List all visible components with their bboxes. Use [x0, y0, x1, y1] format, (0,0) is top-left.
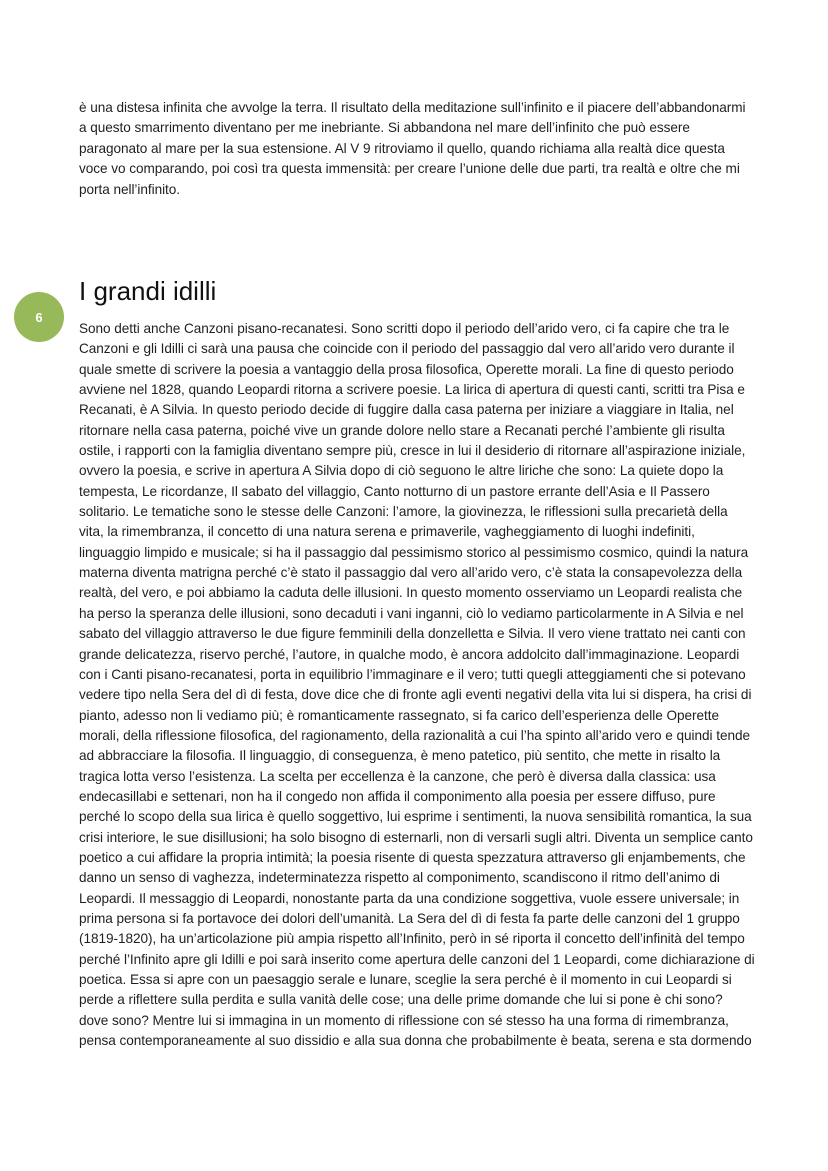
section-title: I grandi idilli	[79, 276, 217, 306]
body-paragraph: Sono detti anche Canzoni pisano-recanatesi. Sono scritti dopo il periodo dell’arido vero, ci fa capire che tra le Canzoni e gli Idilli ci sarà una pausa che coincide con il periodo del passaggio dal vero all’arido vero durante il quale smette di scrivere la poesia a vantaggio della prosa filosofica, Operette morali. La fine di questo periodo avviene nel 1828, quando Leopardi ritorna a scrivere poesie. La lirica di apertura di questi canti, scritti tra Pisa e Recanati, è A Silvia. In questo periodo decide di fuggire dalla casa paterna per iniziare a viaggiare in Italia, nel ritornare nella casa paterna, poiché vive un grande dolore nello stare a Recanati perché l’ambiente gli risulta ostile, i rapporti con la famiglia diventano sempre più, cresce in lui il desiderio di ritornare all’aspirazione iniziale, ovvero la poesia, e scrive in apertura A Silvia dopo di ciò seguono le altre liriche che sono: La quiete dopo la tempesta, Le ricordanze, Il sabato del villaggio, Canto notturno di un pastore errante dell’Asia e Il Passero solitario. Le tematiche sono le stesse delle Canzoni: l’amore, la giovinezza, le riflessioni sulla precarietà della vita, la rimembranza, il concetto di una natura serena e primaverile, vagheggiamento di luoghi indefiniti, linguaggio limpido e musicale; si ha il passaggio dal pessimismo storico al pessimismo cosmico, quindi la natura materna diventa matrigna perché c’è stato il passaggio dal vero all’arido vero, c’è stata la consapevolezza della realtà, del vero, e poi abbiamo la caduta delle illusioni. In questo momento osserviamo un Leopardi realista che ha perso la speranza delle illusioni, sono decaduti i vani inganni, ciò lo vediamo particolarmente in A Silvia e nel sabato del villaggio attraverso le due figure femminili della donzelletta e Silvia. Il vero viene trattato nei canti con grande delicatezza, riservo perché, l’autore, in qualche modo, è ancora addolcito dall’immaginazione. Leopardi con i Canti pisano-recanatesi, porta in equilibrio l’immaginare e il vero; tutti quegli atteggiamenti che si potevano vedere tipo nella Sera del dì di festa, dove dice che di fronte agli eventi negativi della vita lui si dispera, ha crisi di pianto, adesso non li vediamo più; è romanticamente rassegnato, si fa carico dell’esperienza delle Operette morali, della riflessione filosofica, del ragionamento, della razionalità a cui l’ha spinto all’arido vero e quindi tende ad abbracciare la filosofia. Il linguaggio, di conseguenza, è meno patetico, più sentito, che mette in risalto la tragica lotta verso l’esistenza. La scelta per eccellenza è la canzone, che però è diversa dalla classica: usa endecasillabi e settenari, non ha il congedo non affida il componimento alla poesia per essere diffuso, pure perché lo scopo della sua lirica è quello soggettivo, lui esprime i sentimenti, la nuova sensibilità romantica, la sua crisi interiore, le sue disillusioni; ha solo bisogno di esternarli, non di versarli sugli altri. Diventa un semplice canto poetico a cui affidare la propria intimità; la poesia risente di questa spezzatura attraverso gli enjambements, che danno un senso di vaghezza, indeterminatezza rispetto al componimento, scandiscono il ritmo dell’animo di Leopardi. Il messaggio di Leopardi, nonostante parta da una condizione soggettiva, vuole essere universale; in prima persona si fa portavoce dei dolori dell’umanità. La Sera del dì di festa fa parte delle canzoni del 1 gruppo (1819-1820), ha un’articolazione più ampia rispetto all’Infinito, però in sé riporta il concetto dell’infinità del tempo perché l’Infinito apre gli Idilli e poi sarà inserito come apertura delle canzoni del 1 Leopardi, come dichiarazione di poetica. Essa si apre con un paesaggio serale e lunare, sceglie la sera perché è il momento in cui Leopardi si perde a riflettere sulla perdita e sulla vanità delle cose; una delle prime domande che lui si pone è chi sono? dove sono? Mentre lui si immagina in un momento di riflessione con sé stesso ha una forma di rimembranza, pensa contemporaneamente al suo dissidio e alla sua donna che probabilmente è beata, serena e sta dormendo	[79, 321, 755, 1049]
page-number: 6	[35, 309, 43, 325]
page-number-badge	[14, 292, 64, 342]
intro-paragraph: è una distesa infinita che avvolge la terra. Il risultato della meditazione sull’infinito e il piacere dell’abbandonarmi a questo smarrimento diventano per me inebriante. Si abbandona nel mare dell’infinito che può essere paragonato al mare per la sua estensione. Al V 9 ritroviamo il quello, quando richiama alla realtà dice questa voce vo comparando, poi così tra questa immensità: per creare l’unione delle due parti, tra realtà e oltre che mi porta nell’infinito.	[79, 100, 746, 197]
